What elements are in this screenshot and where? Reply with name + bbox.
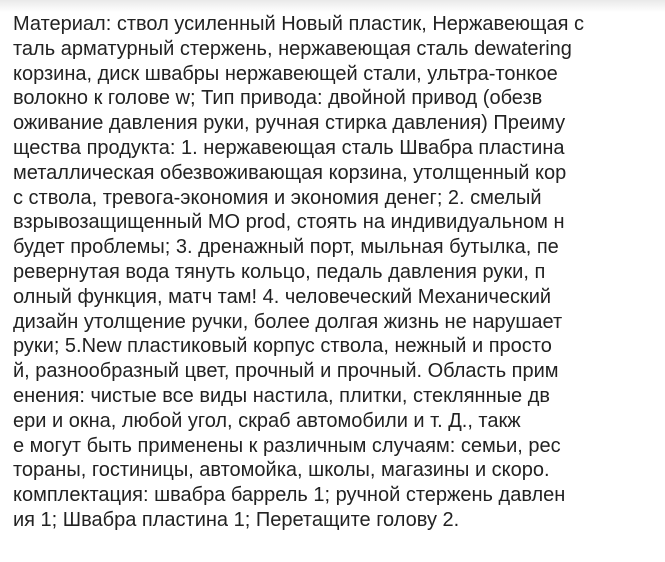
description-line-14: руки; 5.New пластиковый корпус ствола, нежный и просто — [13, 335, 552, 358]
description-line-2: таль арматурный стержень, нержавеющая сталь dewatering — [13, 37, 572, 60]
description-line-8: с ствола, тревога-экономия и экономия денег; 2. смелый — [13, 186, 542, 209]
description-line-10: будет проблемы; 3. дренажный порт, мыльная бутылка, пе — [13, 236, 559, 259]
top-fade — [0, 0, 665, 12]
description-line-15: й, разнообразный цвет, прочный и прочный. Область прим — [13, 360, 559, 383]
description-line-21: ия 1; Швабра пластина 1; Перетащите голову 2. — [13, 508, 460, 531]
description-line-13: дизайн утолщение ручки, более долгая жизнь не нарушает — [13, 310, 563, 333]
description-line-5: оживание давления руки, ручная стирка давления) Преиму — [13, 112, 566, 135]
description-line-1: Материал: ствол усиленный Новый пластик, Нержавеющая с — [13, 13, 585, 35]
description-line-12: олный функция, матч там! 4. человеческий Механический — [13, 285, 552, 308]
description-line-20: комплектация: швабра баррель 1; ручной стержень давлен — [13, 484, 566, 507]
description-line-18: е могут быть применены к различным случаям: семьи, рес — [13, 434, 561, 457]
description-line-7: металлическая обезвоживающая корзина, утолщенный кор — [13, 161, 567, 184]
description-line-3: корзина, диск швабры нержавеющей стали, ультра-тонкое — [13, 62, 558, 85]
description-line-9: взрывозащищенный MO prod, стоять на индивидуальном н — [13, 211, 565, 234]
description-line-16: енения: чистые все виды настила, плитки, стеклянные дв — [13, 384, 550, 407]
description-line-6: щества продукта: 1. нержавеющая сталь Швабра пластина — [13, 136, 565, 159]
description-line-17: ери и окна, любой угол, скраб автомобили и т. Д., такж — [13, 409, 521, 432]
description-line-19: тораны, гостиницы, автомойка, школы, магазины и скоро. — [13, 459, 550, 482]
description-line-11: ревернутая вода тянуть кольцо, педаль давления руки, п — [13, 260, 546, 283]
product-description — [13, 12, 665, 533]
description-line-4: волокно к голове w; Тип привода: двойной привод (обезв — [13, 87, 543, 110]
